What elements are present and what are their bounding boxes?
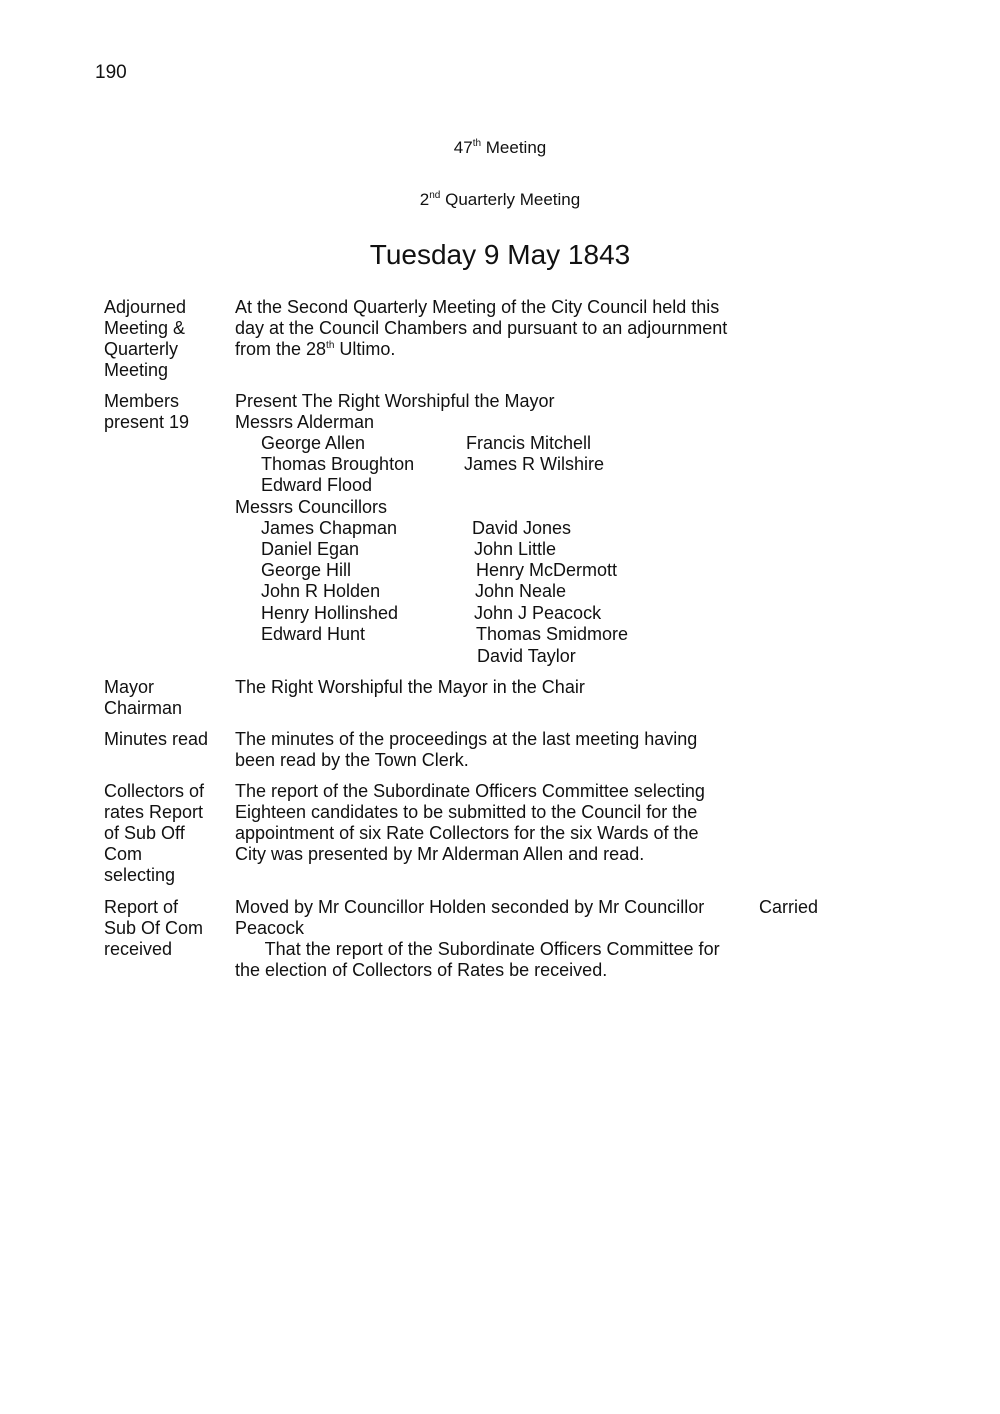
margin-note-minutes: [104, 729, 229, 750]
alderman-name: Edward Flood: [261, 475, 373, 495]
margin-line: Quarterly: [104, 339, 179, 359]
councillors-heading: Messrs Councillors: [235, 497, 388, 517]
councillor-name: George Hill: [261, 560, 352, 580]
margin-line: Collectors of: [104, 781, 205, 801]
meeting-type: 2nd Quarterly Meeting: [419, 190, 581, 209]
margin-line: Mayor: [104, 677, 155, 697]
minutes-paragraph: [235, 729, 697, 771]
members-list: [235, 391, 554, 433]
margin-note-mayor: [104, 677, 229, 719]
text-line: from the 28th Ultimo.: [235, 339, 396, 359]
page-number: 190: [95, 62, 127, 83]
margin-line: Com: [104, 844, 143, 864]
councillor-name: Henry Hollinshed: [261, 603, 399, 623]
margin-line: of Sub Off: [104, 823, 185, 843]
text-line: the election of Collectors of Rates be received.: [235, 960, 608, 980]
margin-line: rates Report: [104, 802, 204, 822]
margin-line: Meeting &: [104, 318, 186, 338]
aldermen-heading: Messrs Alderman: [235, 412, 375, 432]
text-line: appointment of six Rate Collectors for the six Wards of the: [235, 823, 699, 843]
margin-line: Meeting: [104, 360, 169, 380]
councillor-name: Thomas Smidmore: [476, 624, 629, 644]
councillor-name: David Jones: [472, 518, 572, 538]
margin-note-adjourned: [104, 297, 229, 381]
text-line: Peacock: [235, 918, 305, 938]
councillor-name: John R Holden: [261, 581, 381, 601]
text-line: Moved by Mr Councillor Holden seconded by Mr Councillor: [235, 897, 705, 917]
text-line: The minutes of the proceedings at the last meeting having: [235, 729, 698, 749]
margin-line: received: [104, 939, 173, 959]
margin-line: Members: [104, 391, 180, 411]
alderman-name: Francis Mitchell: [466, 433, 592, 453]
margin-line: Adjourned: [104, 297, 187, 317]
present-line: Present The Right Worshipful the Mayor: [235, 391, 555, 411]
text-line: That the report of the Subordinate Officers Committee for: [235, 939, 720, 959]
margin-line: Sub Of Com: [104, 918, 204, 938]
margin-note-collectors: [104, 781, 229, 886]
collectors-paragraph: [235, 781, 705, 865]
margin-note-members: [104, 391, 229, 433]
margin-line: Chairman: [104, 698, 183, 718]
text-line: City was presented by Mr Alderman Allen and read.: [235, 844, 645, 864]
alderman-name: Thomas Broughton: [261, 454, 415, 474]
margin-line: Report of: [104, 897, 179, 917]
text-line: day at the Council Chambers and pursuant to an adjournment: [235, 318, 728, 338]
mayor-paragraph: [235, 677, 585, 698]
councillor-name: Edward Hunt: [261, 624, 366, 644]
margin-note-report: [104, 897, 229, 960]
text-line: The Right Worshipful the Mayor in the Chair: [235, 677, 585, 697]
councillor-name: David Taylor: [477, 646, 576, 666]
councillors-heading-block: [235, 497, 387, 518]
alderman-name: George Allen: [261, 433, 366, 453]
text-line: At the Second Quarterly Meeting of the City Council held this: [235, 297, 720, 317]
margin-line: selecting: [104, 865, 176, 885]
margin-line: Minutes read: [104, 729, 209, 749]
councillor-name: James Chapman: [261, 518, 398, 538]
councillor-name: John Little: [474, 539, 557, 559]
councillor-name: John Neale: [475, 581, 567, 601]
councillor-name: Henry McDermott: [476, 560, 618, 580]
adjourned-paragraph: [235, 297, 727, 360]
report-paragraph: [235, 897, 720, 981]
motion-result: Carried: [759, 897, 819, 917]
alderman-name: James R Wilshire: [464, 454, 605, 474]
text-line: The report of the Subordinate Officers Committee selecting: [235, 781, 705, 801]
councillor-name: John J Peacock: [474, 603, 602, 623]
meeting-number: 47th Meeting: [453, 138, 547, 157]
text-line: Eighteen candidates to be submitted to the Council for the: [235, 802, 698, 822]
margin-line: present 19: [104, 412, 190, 432]
councillor-name: Daniel Egan: [261, 539, 360, 559]
meeting-date: Tuesday 9 May 1843: [369, 239, 631, 270]
text-line: been read by the Town Clerk.: [235, 750, 469, 770]
